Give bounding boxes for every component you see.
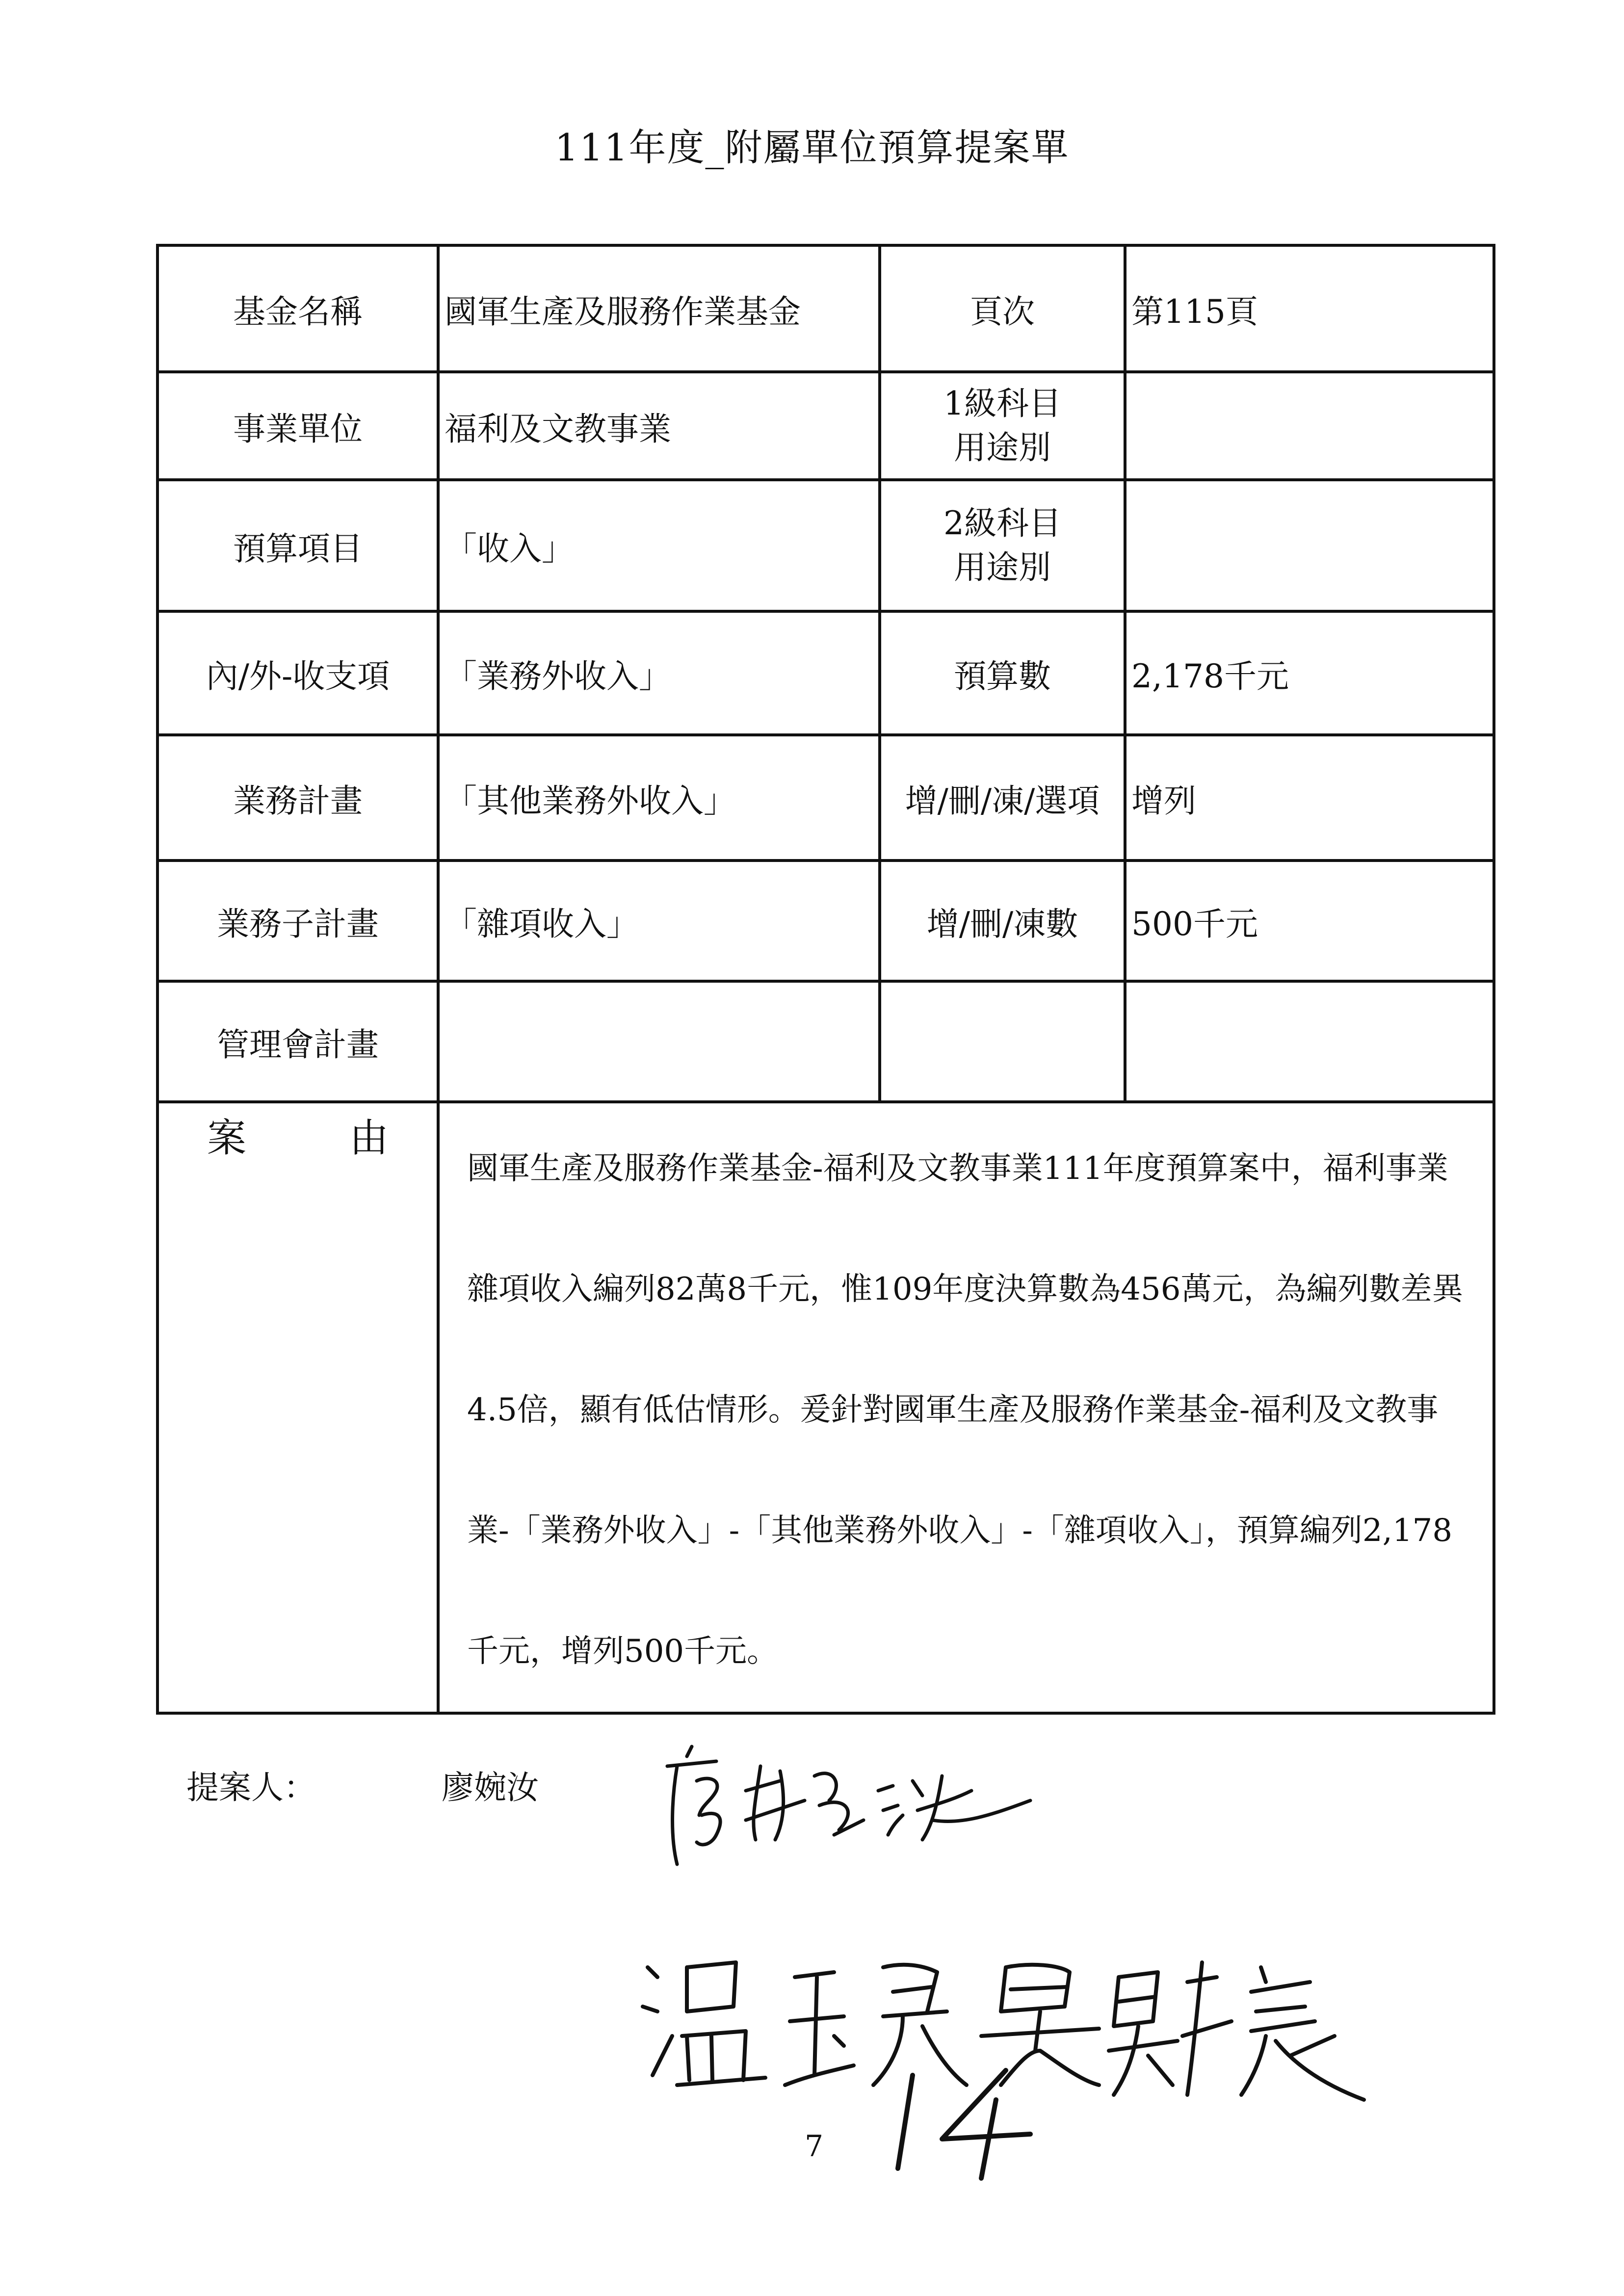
level2-subject-label-line2: 用途別 [954, 548, 1051, 586]
reason-line: 業-「業務外收入」-「其他業務外收入」-「雜項收入」，預算編列2,178 [467, 1513, 1453, 1549]
fund-name-value: 國軍生產及服務作業基金 [438, 245, 880, 372]
form-row-budget-item [157, 480, 1494, 611]
reason-line: 國軍生產及服務作業基金-福利及文教事業111年度預算案中，福利事業 [467, 1150, 1448, 1187]
level2-subject-value [1125, 480, 1494, 611]
form-row-fund-name [157, 245, 1494, 372]
reason-label-char2: 由 [349, 1115, 389, 1161]
page-value: 第115頁 [1125, 245, 1494, 372]
action-option-label: 增/刪/凍/選項 [880, 735, 1125, 861]
reason-line: 4.5倍，顯有低估情形。爰針對國軍生產及服務作業基金-福利及文教事 [467, 1392, 1439, 1428]
proposer-label: 提案人： [186, 1769, 316, 1806]
action-option-value: 增列 [1125, 735, 1494, 861]
sub-plan-value: 「雜項收入」 [438, 861, 880, 981]
form-row-sub-plan [157, 861, 1494, 981]
level1-subject-label-line2: 用途別 [954, 429, 1051, 467]
level2-subject-label [880, 480, 1125, 611]
fund-name-label: 基金名稱 [157, 245, 438, 372]
level1-subject-label [880, 372, 1125, 480]
reason-label-char1: 案 [207, 1115, 246, 1161]
reason-text [438, 1102, 1494, 1713]
level2-subject-label-line1: 2級科目 [943, 504, 1061, 542]
proposer-name: 廖婉汝 [442, 1769, 539, 1806]
proposal-form-table [156, 244, 1495, 1715]
action-amount-label: 增/刪/凍數 [880, 861, 1125, 981]
management-plan-label: 管理會計畫 [157, 981, 438, 1102]
form-row-management-plan [157, 981, 1494, 1102]
handwritten-number-drawing [883, 2065, 1045, 2183]
form-row-income-expense [157, 611, 1494, 735]
signature-liao-wanru [657, 1737, 1065, 1884]
form-row-business-unit [157, 372, 1494, 480]
level1-subject-value [1125, 372, 1494, 480]
reason-line: 雜項收入編列82萬8千元，惟109年度決算數為456萬元，為編列數差異 [467, 1271, 1464, 1307]
budget-amount-value: 2,178千元 [1125, 611, 1494, 735]
income-expense-label: 內/外-收支項 [157, 611, 438, 735]
budget-item-label: 預算項目 [157, 480, 438, 611]
business-plan-value: 「其他業務外收入」 [438, 735, 880, 861]
management-plan-value [438, 981, 880, 1102]
sub-plan-label: 業務子計畫 [157, 861, 438, 981]
reason-line: 千元，增列500千元。 [467, 1633, 779, 1670]
form-row-reason [157, 1102, 1494, 1713]
page-title: 111年度_附屬單位預算提案單 [554, 126, 1070, 169]
business-unit-label: 事業單位 [157, 372, 438, 480]
budget-item-value: 「收入」 [438, 480, 880, 611]
level1-subject-label-line1: 1級科目 [943, 385, 1061, 422]
page-label: 頁次 [880, 245, 1125, 372]
management-plan-value2 [1125, 981, 1494, 1102]
business-plan-label: 業務計畫 [157, 735, 438, 861]
budget-amount-label: 預算數 [880, 611, 1125, 735]
business-unit-value: 福利及文教事業 [438, 372, 880, 480]
page-number: 7 [805, 2129, 824, 2164]
reason-label [157, 1102, 438, 1713]
form-row-business-plan [157, 735, 1494, 861]
handwritten-page-number [883, 2065, 1045, 2185]
management-plan-label2 [880, 981, 1125, 1102]
action-amount-value: 500千元 [1125, 861, 1494, 981]
income-expense-value: 「業務外收入」 [438, 611, 880, 735]
